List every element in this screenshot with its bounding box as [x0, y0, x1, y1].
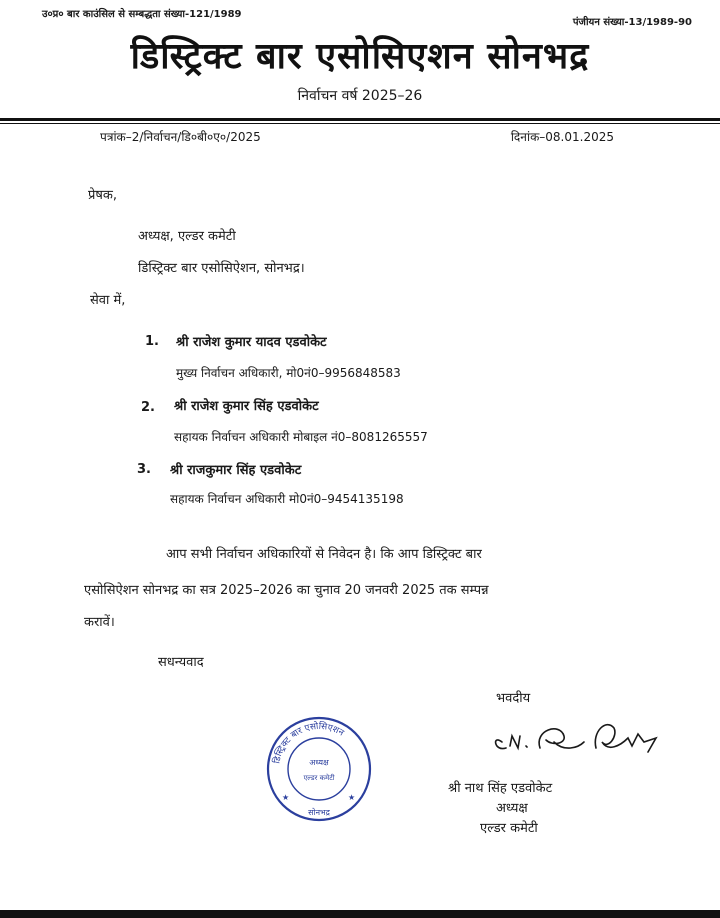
recipient-name: श्री राजेश कुमार यादव एडवोकेट [176, 335, 327, 350]
handwritten-signature [488, 712, 668, 768]
body-paragraph-line: करावें। [84, 615, 115, 630]
sender-label: प्रेषक, [88, 188, 118, 203]
seal-bottom-text: सोनभद्र [308, 808, 330, 817]
recipient-role: मुख्य निर्वाचन अधिकारी, मो0नं0–9956848583 [176, 366, 401, 380]
sender-line: डिस्ट्रिक्ट बार एसोसिऐशन, सोनभद्र। [138, 261, 305, 276]
registration-number: पंजीयन संख्या-13/1989-90 [572, 17, 692, 28]
star-icon: ★ [282, 793, 290, 802]
affiliation-note: उ०प्र० बार काउंसिल से सम्बद्धता संख्या-121/1989 [42, 9, 242, 20]
signatory-title: अध्यक्ष [496, 801, 528, 816]
seal-line: अध्यक्ष [309, 758, 329, 767]
header-rule [0, 118, 720, 121]
seal-ring-text: डिस्ट्रिक्ट बार एसोसिएशन [272, 721, 346, 765]
closing-thanks: सधन्यवाद [158, 655, 204, 670]
body-paragraph-line: आप सभी निर्वाचन अधिकारियों से निवेदन है। कि आप डिस्ट्रिक्ट बार [166, 547, 482, 562]
recipient-role: सहायक निर्वाचन अधिकारी मोबाइल नं0–8081265557 [174, 430, 428, 444]
header-rule-thin [0, 123, 720, 124]
letter-number: पत्रांक–2/निर्वाचन/डि०बी०ए०/2025 [100, 130, 261, 144]
recipient-name: श्री राजेश कुमार सिंह एडवोकेट [174, 399, 319, 414]
bottom-edge-bar [0, 910, 720, 918]
star-icon: ★ [348, 793, 356, 802]
to-label: सेवा में, [90, 293, 126, 308]
recipient-name: श्री राजकुमार सिंह एडवोकेट [170, 463, 302, 478]
closing-yours: भवदीय [496, 691, 531, 706]
recipient-number: 3. [137, 462, 151, 477]
recipient-role: सहायक निर्वाचन अधिकारी मो0नं0–9454135198 [170, 492, 404, 506]
recipient-number: 1. [145, 334, 159, 349]
election-year: निर्वाचन वर्ष 2025–26 [297, 88, 423, 104]
body-paragraph-line: एसोसिऐशन सोनभद्र का सत्र 2025–2026 का चुनाव 20 जनवरी 2025 तक सम्पन्न [84, 583, 489, 598]
sender-line: अध्यक्ष, एल्डर कमेटी [138, 229, 236, 244]
letter-date: दिनांक–08.01.2025 [510, 130, 614, 144]
committee-seal-stamp [264, 714, 374, 824]
signatory-committee: एल्डर कमेटी [480, 821, 538, 836]
recipient-number: 2. [141, 400, 155, 415]
organization-name: डिस्ट्रिक्ट बार एसोसिएशन सोनभद्र [130, 36, 590, 77]
signatory-name: श्री नाथ सिंह एडवोकेट [448, 781, 553, 796]
seal-line: एल्डर कमेटी [303, 774, 335, 782]
